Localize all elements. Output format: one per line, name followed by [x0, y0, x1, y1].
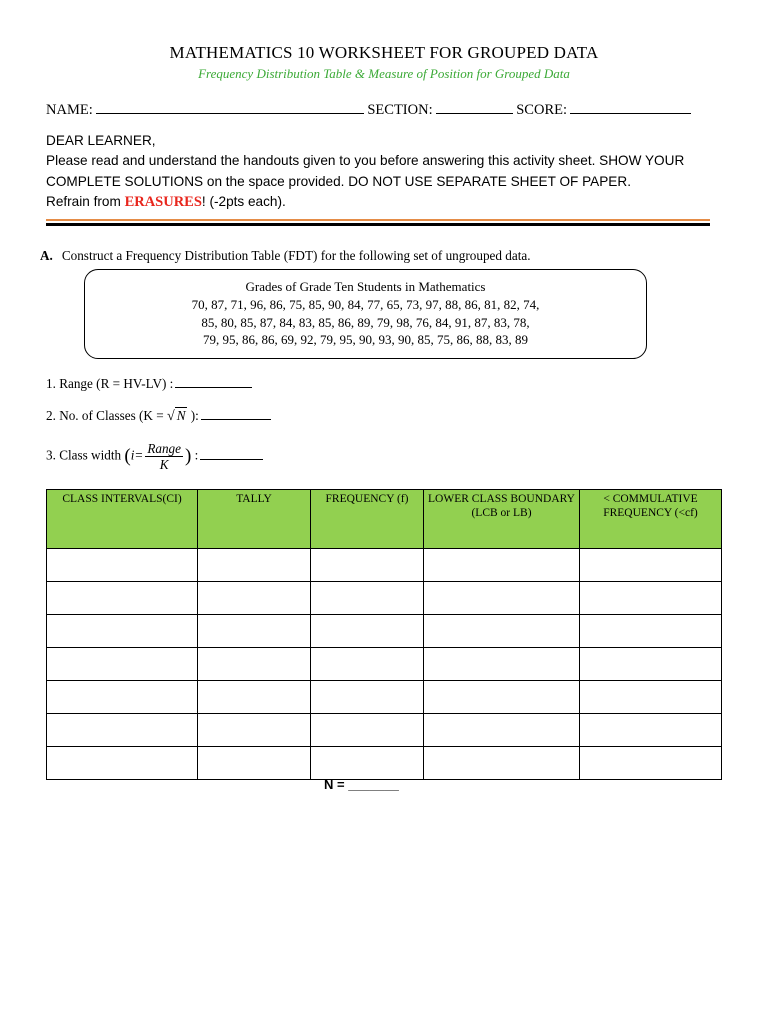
width-answer-field[interactable]: [200, 448, 263, 460]
table-cell[interactable]: [580, 549, 722, 582]
section-a-instruction: A. Construct a Frequency Distribution Table (FDT) for the following set of ungrouped data.: [40, 248, 531, 263]
table-cell[interactable]: [580, 747, 722, 780]
table-cell[interactable]: [580, 681, 722, 714]
table-row: [47, 747, 722, 780]
name-field[interactable]: [96, 100, 364, 114]
header-lower-class-boundary: LOWER CLASS BOUNDARY (LCB or LB): [424, 490, 580, 549]
table-cell[interactable]: [424, 681, 580, 714]
table-row: [47, 582, 722, 615]
table-cell[interactable]: [198, 549, 311, 582]
name-label: NAME:: [46, 102, 93, 118]
table-row: [47, 615, 722, 648]
erasures-word: ERASURES: [124, 193, 202, 210]
table-cell[interactable]: [424, 747, 580, 780]
section-label: SECTION:: [367, 102, 433, 118]
greeting: DEAR LEARNER,: [46, 133, 156, 148]
header-class-intervals: CLASS INTERVALS(CI): [47, 490, 198, 549]
table-cell[interactable]: [311, 549, 424, 582]
table-cell[interactable]: [47, 549, 198, 582]
header-cumulative-frequency: < COMMULATIVE FREQUENCY (<cf): [580, 490, 722, 549]
table-cell[interactable]: [47, 747, 198, 780]
table-header-row: [47, 490, 722, 549]
question-classes: 2. No. of Classes (K = √ N ):: [46, 408, 271, 425]
table-cell[interactable]: [47, 615, 198, 648]
width-fraction: $\frac{\text{Range}}{K}$: [147, 441, 182, 472]
classes-answer-field[interactable]: [201, 408, 271, 420]
student-info-row: [46, 100, 691, 119]
frequency-distribution-table: [46, 489, 722, 780]
divider-orange: [46, 219, 710, 221]
table-cell[interactable]: [198, 648, 311, 681]
table-cell[interactable]: [311, 681, 424, 714]
data-set-title: Grades of Grade Ten Students in Mathematics: [245, 279, 486, 294]
table-cell[interactable]: [198, 681, 311, 714]
table-row: [47, 549, 722, 582]
table-cell[interactable]: [311, 582, 424, 615]
table-cell[interactable]: [424, 549, 580, 582]
table-cell[interactable]: [47, 681, 198, 714]
table-cell[interactable]: [580, 582, 722, 615]
worksheet-title: MATHEMATICS 10 WORKSHEET FOR GROUPED DATA: [169, 43, 599, 62]
question-range: 1. Range (R = HV-LV) :: [46, 376, 252, 392]
score-label: SCORE:: [516, 102, 567, 118]
table-cell[interactable]: [198, 747, 311, 780]
table-cell[interactable]: [580, 615, 722, 648]
table-row: [47, 714, 722, 747]
table-cell[interactable]: [47, 648, 198, 681]
data-line: 70, 87, 71, 96, 86, 75, 85, 90, 84, 77, 65, 73, 97, 88, 86, 81, 82, 74,: [191, 296, 540, 312]
table-cell[interactable]: [311, 648, 424, 681]
table-cell[interactable]: [424, 648, 580, 681]
section-a-letter: A.: [40, 248, 53, 263]
sqrt-symbol: √ N: [167, 408, 186, 424]
table-cell[interactable]: [424, 615, 580, 648]
instructions-text: Please read and understand the handouts given to you before answering this activity sheet. SHOW YOUR COMPLETE SOLUTIONS on the space provided. DO NOT USE SEPARATE SHEET OF PAPER.: [46, 153, 685, 189]
table-cell[interactable]: [424, 714, 580, 747]
table-cell[interactable]: [47, 582, 198, 615]
header-tally: TALLY: [198, 490, 311, 549]
data-line: 85, 80, 85, 87, 84, 83, 85, 86, 89, 79, 98, 76, 84, 91, 87, 83, 78,: [201, 314, 530, 330]
section-field[interactable]: [436, 100, 513, 114]
erasure-warning: Refrain from ERASURES! (-2pts each).: [46, 193, 286, 210]
question-class-width: 3. Class width (i= $\frac{\text{Range}}{K}$ ) :: [46, 441, 263, 472]
table-body: [47, 549, 722, 780]
table-cell[interactable]: [424, 582, 580, 615]
range-answer-field[interactable]: [175, 376, 252, 388]
table-cell[interactable]: [198, 582, 311, 615]
table-cell[interactable]: [198, 615, 311, 648]
header-frequency: FREQUENCY (f): [311, 490, 424, 549]
table-cell[interactable]: [198, 714, 311, 747]
table-cell[interactable]: [311, 615, 424, 648]
table-cell[interactable]: [311, 747, 424, 780]
table-cell[interactable]: [47, 714, 198, 747]
divider-black: [46, 223, 710, 226]
worksheet-subtitle: Frequency Distribution Table & Measure of Position for Grouped Data: [198, 66, 570, 81]
table-cell[interactable]: [311, 714, 424, 747]
learner-instructions: [46, 131, 726, 212]
table-cell[interactable]: [580, 648, 722, 681]
table-row: [47, 681, 722, 714]
table-cell[interactable]: [580, 714, 722, 747]
table-row: [47, 648, 722, 681]
data-set-box: [84, 269, 647, 359]
score-field[interactable]: [570, 100, 691, 114]
data-line: 79, 95, 86, 86, 69, 92, 79, 95, 90, 93, 90, 85, 75, 86, 88, 83, 89: [203, 332, 528, 348]
n-total-field[interactable]: N = _______: [324, 777, 399, 792]
